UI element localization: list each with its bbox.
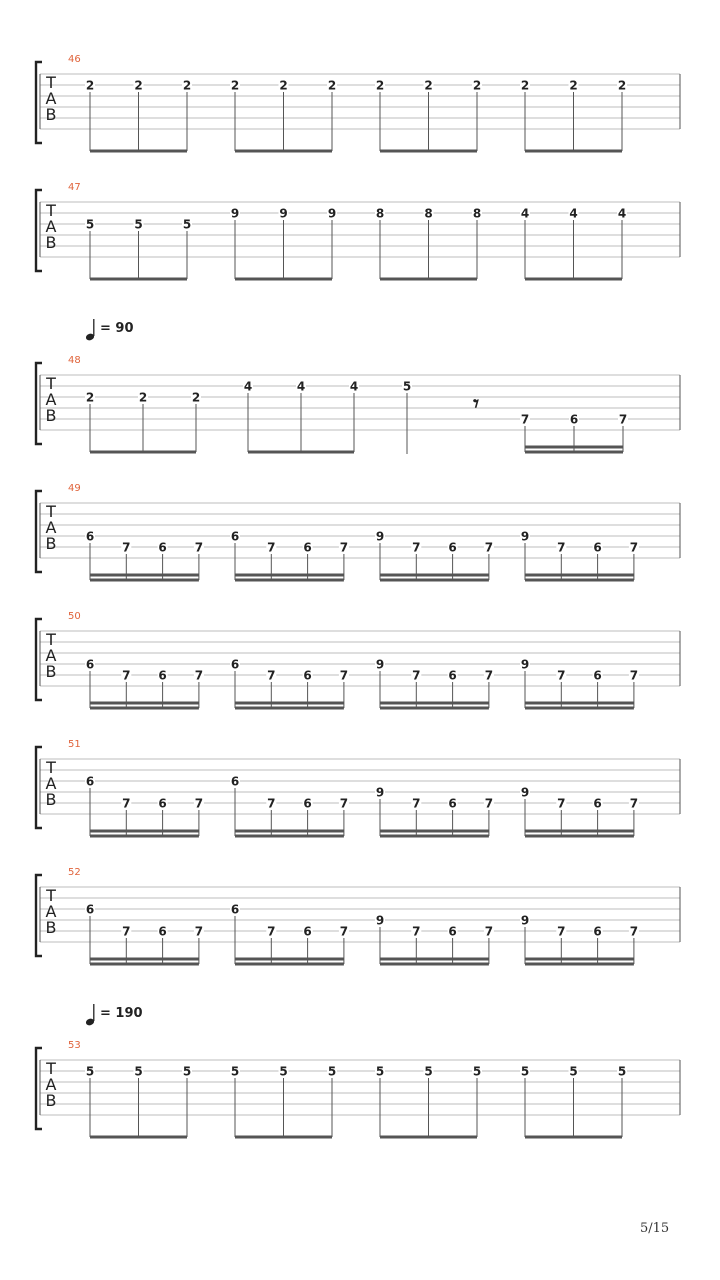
fret-number: 5: [134, 1064, 143, 1079]
tab-clef-letter: A: [45, 646, 57, 665]
fret-number: 6: [593, 668, 602, 683]
fret-number: 6: [448, 668, 457, 683]
measure-number: 46: [68, 54, 81, 65]
tab-clef-letter: A: [45, 902, 57, 921]
fret-number: 9: [520, 785, 530, 800]
fret-number: 9: [327, 206, 337, 221]
staff-system: [36, 739, 680, 836]
tab-clef-letter: B: [45, 1091, 57, 1110]
tab-clef-letter: B: [45, 790, 57, 809]
fret-number: 9: [520, 913, 530, 928]
tab-clef-letter: A: [45, 1075, 57, 1094]
staff-system: [36, 867, 680, 964]
tempo-label: = 190: [100, 1006, 143, 1021]
fret-number: 6: [85, 657, 95, 672]
fret-number: 7: [339, 540, 349, 555]
fret-number: 5: [327, 1064, 337, 1079]
fret-number: 6: [158, 540, 167, 555]
fret-number: 7: [267, 668, 276, 683]
fret-number: 7: [412, 924, 421, 939]
fret-number: 7: [122, 796, 131, 811]
fret-number: 4: [617, 206, 627, 221]
fret-number: 7: [194, 540, 204, 555]
fret-number: 9: [375, 529, 385, 544]
measure-number: 52: [68, 867, 81, 878]
tab-clef-letter: T: [46, 1059, 56, 1078]
staff-system: [36, 1004, 680, 1137]
fret-number: 7: [520, 412, 530, 427]
fret-number: 7: [618, 412, 628, 427]
fret-number: 9: [375, 785, 385, 800]
fret-number: 2: [191, 390, 201, 405]
tab-clef-letter: T: [46, 201, 56, 220]
fret-number: 4: [296, 379, 306, 394]
fret-number: 8: [472, 206, 482, 221]
tab-clef-letter: A: [45, 89, 57, 108]
fret-number: 5: [402, 379, 412, 394]
fret-number: 6: [593, 924, 602, 939]
fret-number: 2: [569, 78, 578, 93]
fret-number: 7: [484, 540, 494, 555]
fret-number: 5: [230, 1064, 240, 1079]
fret-number: 7: [557, 796, 566, 811]
fret-number: 9: [520, 529, 530, 544]
fret-number: 6: [448, 540, 457, 555]
fret-number: 7: [629, 924, 639, 939]
fret-number: 7: [267, 924, 276, 939]
tab-clef-letter: A: [45, 390, 57, 409]
tempo-marking: [85, 1004, 143, 1026]
fret-number: 7: [484, 796, 494, 811]
fret-number: 6: [85, 902, 95, 917]
fret-number: 7: [557, 668, 566, 683]
fret-number: 5: [85, 1064, 95, 1079]
tab-clef-letter: B: [45, 534, 57, 553]
fret-number: 5: [424, 1064, 433, 1079]
fret-number: 6: [303, 796, 312, 811]
fret-number: 7: [412, 796, 421, 811]
tab-clef-letter: A: [45, 774, 57, 793]
fret-number: 5: [279, 1064, 288, 1079]
fret-number: 6: [230, 774, 240, 789]
fret-number: 2: [134, 78, 143, 93]
fret-number: 4: [569, 206, 578, 221]
fret-number: 6: [85, 774, 95, 789]
fret-number: 6: [158, 796, 167, 811]
fret-number: 9: [520, 657, 530, 672]
measure-number: 51: [68, 739, 81, 750]
fret-number: 5: [85, 217, 95, 232]
fret-number: 7: [557, 540, 566, 555]
fret-number: 6: [303, 540, 312, 555]
fret-number: 6: [593, 540, 602, 555]
fret-number: 7: [629, 540, 639, 555]
fret-number: 4: [520, 206, 530, 221]
fret-number: 6: [85, 529, 95, 544]
fret-number: 7: [412, 540, 421, 555]
fret-number: 7: [557, 924, 566, 939]
tab-clef-letter: T: [46, 758, 56, 777]
fret-number: 2: [279, 78, 288, 93]
tab-clef-letter: T: [46, 73, 56, 92]
fret-number: 7: [339, 668, 349, 683]
fret-number: 4: [243, 379, 253, 394]
tab-clef-letter: B: [45, 233, 57, 252]
fret-number: 5: [375, 1064, 385, 1079]
fret-number: 2: [520, 78, 530, 93]
fret-number: 6: [569, 412, 579, 427]
fret-number: 2: [375, 78, 385, 93]
fret-number: 5: [472, 1064, 482, 1079]
fret-number: 6: [303, 668, 312, 683]
page-number: 5/15: [640, 1221, 670, 1236]
fret-number: 2: [138, 390, 148, 405]
fret-number: 8: [375, 206, 385, 221]
fret-number: 6: [230, 657, 240, 672]
fret-number: 5: [134, 217, 143, 232]
fret-number: 7: [484, 924, 494, 939]
tempo-marking: [85, 319, 134, 341]
staff-system: [36, 182, 680, 279]
fret-number: 6: [303, 924, 312, 939]
tab-clef-letter: B: [45, 662, 57, 681]
fret-number: 9: [375, 657, 385, 672]
fret-number: 7: [122, 668, 131, 683]
measure-number: 53: [68, 1040, 81, 1051]
fret-number: 6: [158, 924, 167, 939]
measure-number: 50: [68, 611, 81, 622]
fret-number: 7: [412, 668, 421, 683]
tab-clef-letter: B: [45, 105, 57, 124]
staff-system: [36, 611, 680, 708]
eighth-rest-icon: 𝄾: [473, 391, 479, 417]
fret-number: 6: [448, 924, 457, 939]
fret-number: 7: [267, 796, 276, 811]
fret-number: 5: [182, 1064, 192, 1079]
tab-clef-letter: B: [45, 918, 57, 937]
tab-clef-letter: T: [46, 886, 56, 905]
tempo-label: = 90: [100, 321, 134, 336]
tab-clef-letter: T: [46, 502, 56, 521]
tab-clef-letter: T: [46, 374, 56, 393]
fret-number: 7: [339, 796, 349, 811]
fret-number: 2: [327, 78, 337, 93]
fret-number: 7: [194, 668, 204, 683]
fret-number: 7: [194, 796, 204, 811]
fret-number: 7: [122, 540, 131, 555]
fret-number: 7: [629, 668, 639, 683]
fret-number: 7: [339, 924, 349, 939]
fret-number: 2: [85, 390, 95, 405]
tab-clef-letter: B: [45, 406, 57, 425]
tab-clef-letter: T: [46, 630, 56, 649]
fret-number: 2: [230, 78, 240, 93]
staff-system: [36, 483, 680, 580]
fret-number: 5: [617, 1064, 627, 1079]
fret-number: 2: [182, 78, 192, 93]
fret-number: 8: [424, 206, 433, 221]
fret-number: 5: [182, 217, 192, 232]
fret-number: 9: [375, 913, 385, 928]
staff-system: [36, 54, 680, 151]
fret-number: 6: [158, 668, 167, 683]
staff-system: [36, 319, 680, 454]
tab-clef-letter: A: [45, 518, 57, 537]
fret-number: 7: [122, 924, 131, 939]
fret-number: 5: [520, 1064, 530, 1079]
fret-number: 6: [593, 796, 602, 811]
fret-number: 5: [569, 1064, 578, 1079]
tab-clef-letter: A: [45, 217, 57, 236]
fret-number: 7: [267, 540, 276, 555]
fret-number: 2: [617, 78, 627, 93]
fret-number: 2: [472, 78, 482, 93]
fret-number: 2: [424, 78, 433, 93]
measure-number: 48: [68, 355, 81, 366]
fret-number: 7: [629, 796, 639, 811]
fret-number: 2: [85, 78, 95, 93]
fret-number: 6: [230, 902, 240, 917]
fret-number: 9: [230, 206, 240, 221]
fret-number: 9: [279, 206, 288, 221]
fret-number: 6: [448, 796, 457, 811]
measure-number: 47: [68, 182, 81, 193]
fret-number: 4: [349, 379, 359, 394]
fret-number: 6: [230, 529, 240, 544]
fret-number: 7: [484, 668, 494, 683]
measure-number: 49: [68, 483, 81, 494]
fret-number: 7: [194, 924, 204, 939]
